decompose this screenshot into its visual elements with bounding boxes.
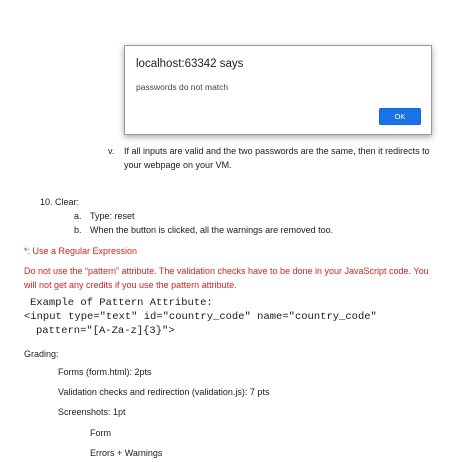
grading-screenshots: Screenshots: 1pt [58, 407, 126, 417]
grading-validation: Validation checks and redirection (validation.js): 7 pts [58, 387, 270, 397]
example-code-line2: pattern="[A-Za-z]{3}"> [36, 325, 175, 337]
dialog-message: passwords do not match [136, 82, 229, 92]
section-10-b-text: When the button is clicked, all the warnings are removed too. [90, 225, 334, 235]
dialog-title: localhost:63342 says [136, 58, 244, 70]
section-10-a-text: Type: reset [90, 211, 135, 221]
alert-dialog [124, 45, 432, 135]
pattern-warning-line2: will not get any credits if you use the pattern attribute. [24, 280, 237, 290]
section-10-title: 10. Clear: [40, 197, 80, 207]
regex-note: *: Use a Regular Expression [24, 246, 138, 256]
ok-button[interactable]: OK [379, 108, 421, 125]
item-v-text-line1: If all inputs are valid and the two passwords are the same, then it redirects to [124, 146, 430, 156]
list-marker-v: v. [108, 146, 115, 156]
list-marker-b: b. [74, 225, 82, 235]
grading-forms: Forms (form.html): 2pts [58, 367, 152, 377]
grading-title: Grading: [24, 349, 59, 359]
list-marker-a: a. [74, 211, 82, 221]
example-heading: Example of Pattern Attribute: [30, 297, 213, 309]
example-code-line1: <input type="text" id="country_code" name="country_code" [24, 311, 377, 323]
item-v-text-line2: your webpage on your VM. [124, 160, 232, 170]
screenshot-errors-item: Errors + Warnings [90, 448, 163, 458]
pattern-warning-line1: Do not use the “pattern” attribute. The validation checks have to be done in your JavaScript code. You [24, 266, 429, 276]
screenshot-form-item: Form [90, 428, 111, 438]
